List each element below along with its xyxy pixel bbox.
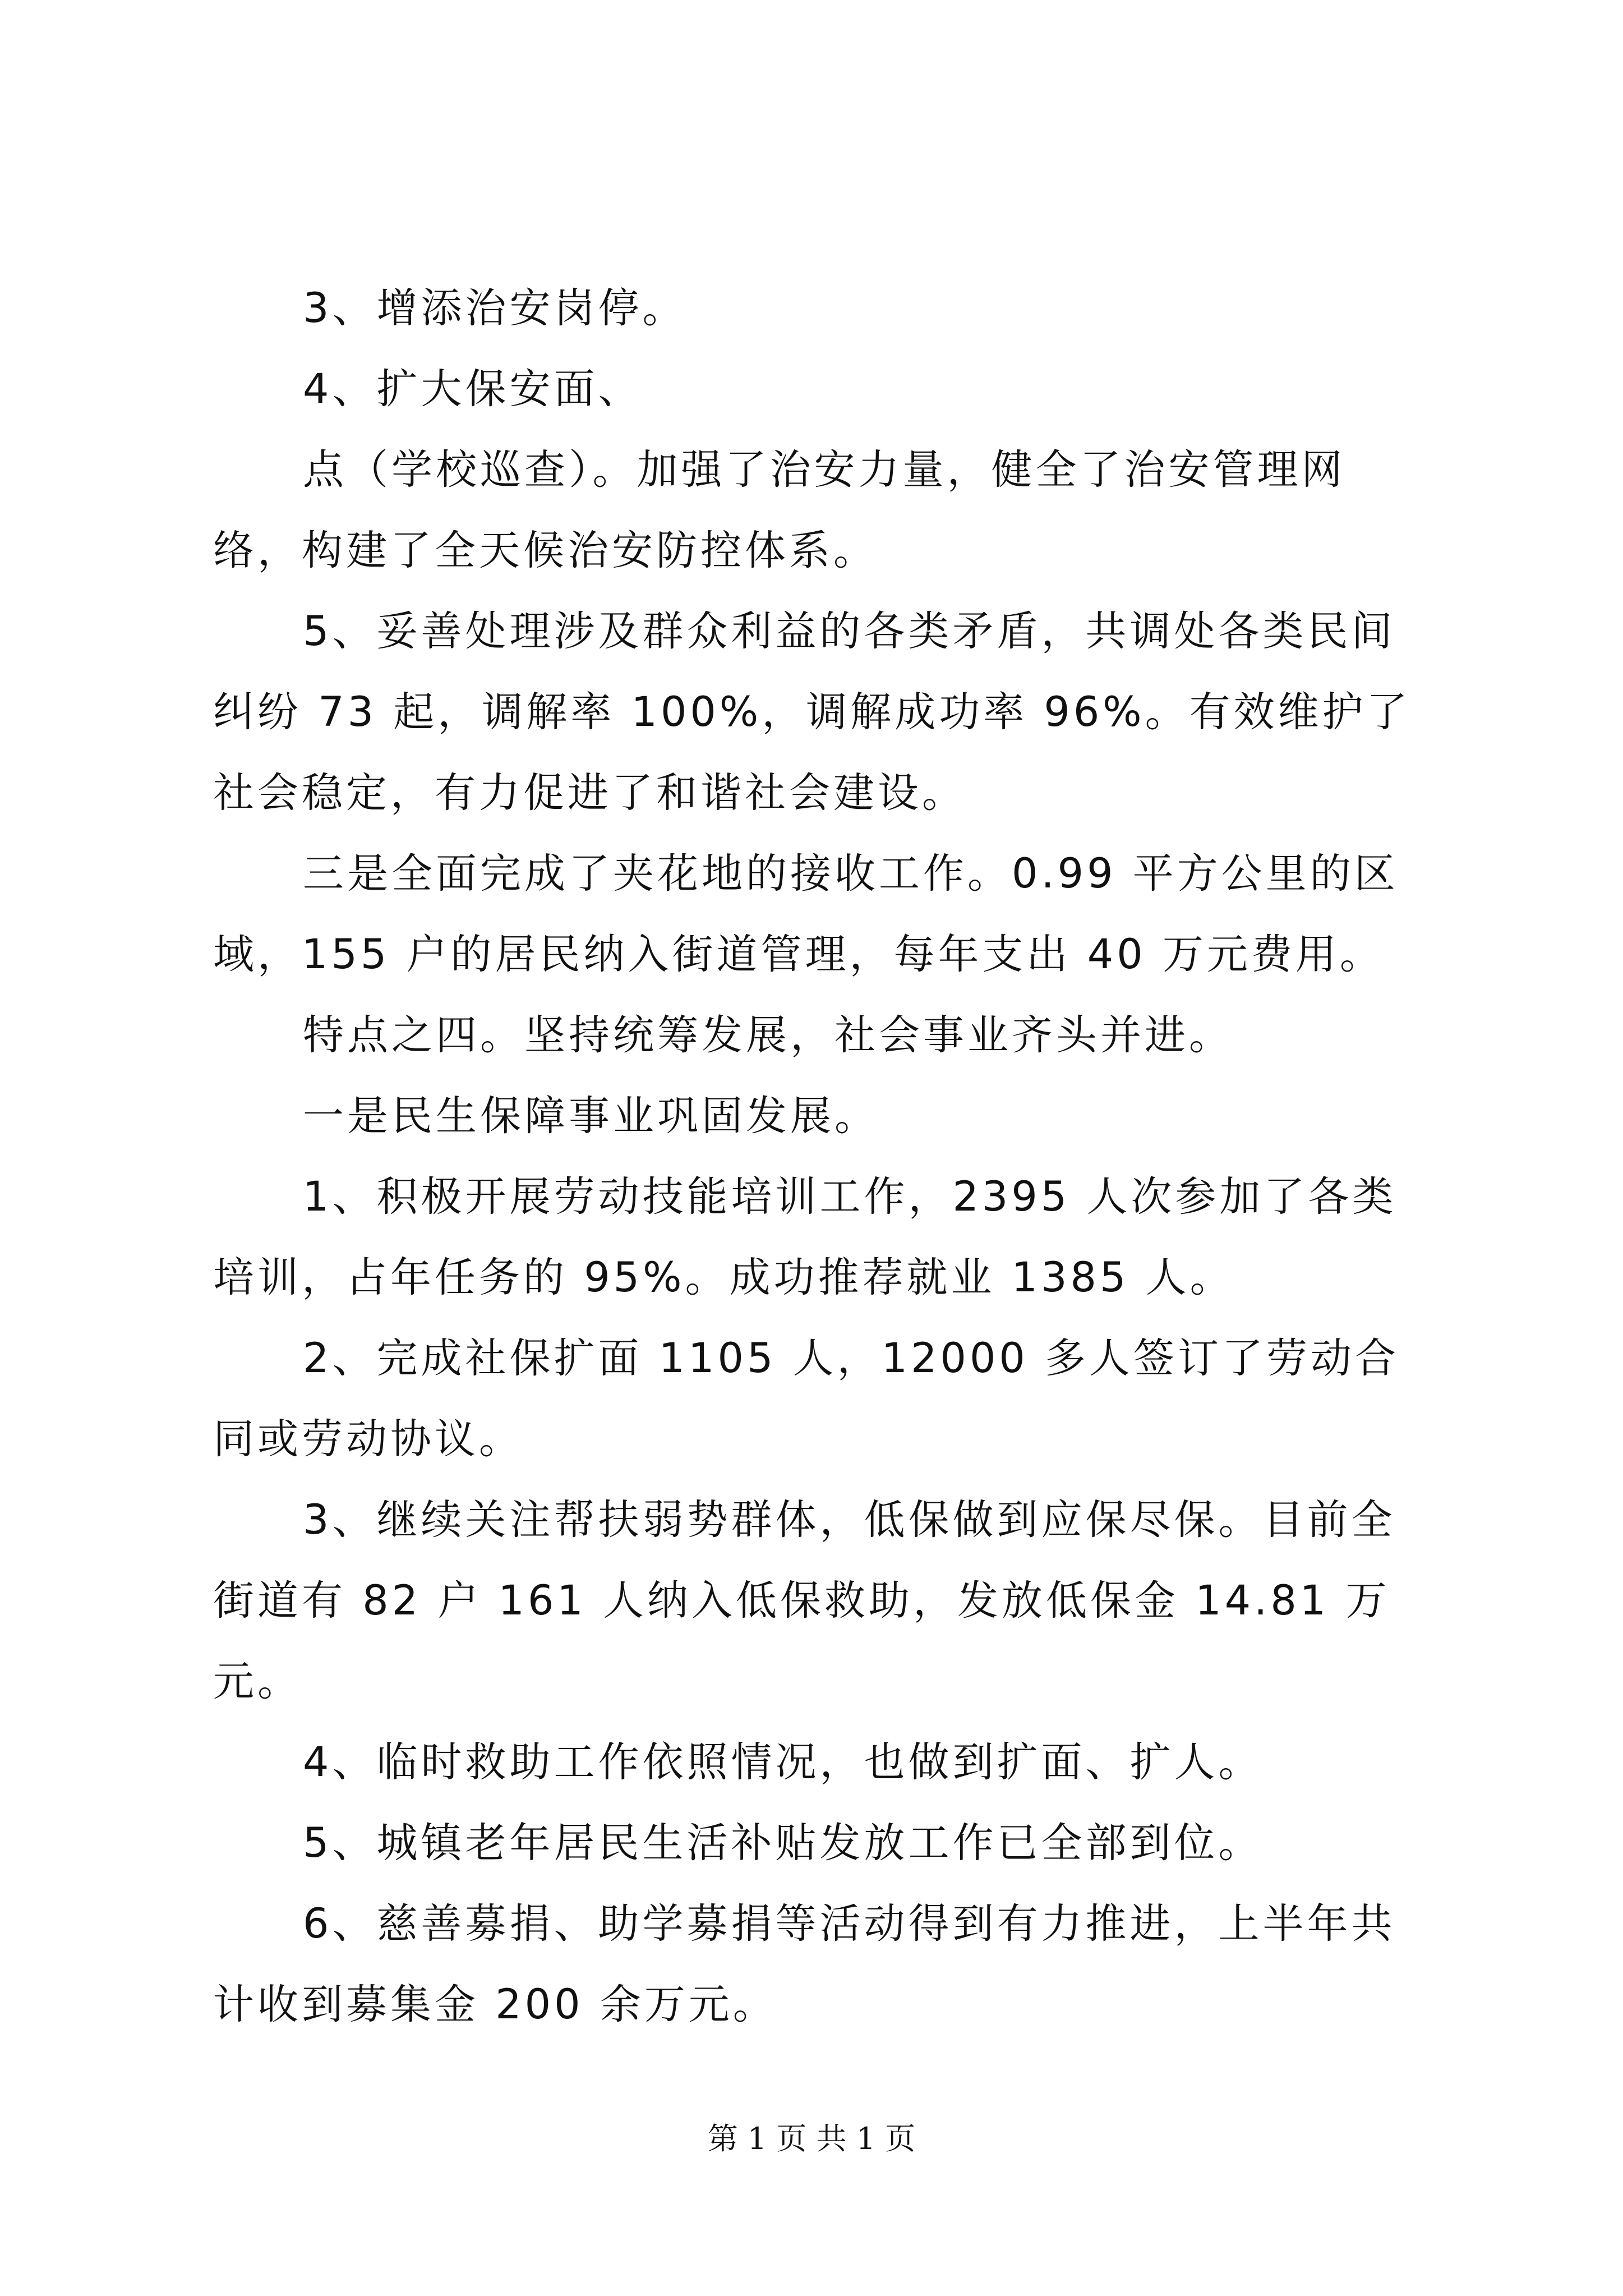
page-footer: 第 1 页 共 1 页 bbox=[707, 2121, 916, 2156]
paragraph-3: 点（学校巡查）。加强了治安力量，健全了治安管理网络，构建了全天候治安防控体系。 bbox=[213, 446, 1346, 574]
paragraph-2: 4、扩大保安面、 bbox=[303, 365, 643, 413]
paragraph-12: 5、城镇老年居民生活补贴发放工作已全部到位。 bbox=[303, 1819, 1263, 1867]
paragraph-7: 一是民生保障事业巩固发展。 bbox=[303, 1092, 879, 1140]
paragraph-13: 6、慈善募捐、助学募捐等活动得到有力推进，上半年共计收到募集金 200 余万元。 bbox=[213, 1900, 1396, 2028]
paragraph-6: 特点之四。坚持统筹发展，社会事业齐头并进。 bbox=[303, 1011, 1233, 1059]
paragraph-4: 5、妥善处理涉及群众利益的各类矛盾，共调处各类民间纠纷 73 起，调解率 100%，调解成功率 96%。有效维护了社会稳定，有力促进了和谐社会建设。 bbox=[213, 608, 1411, 817]
paragraph-8: 1、积极开展劳动技能培训工作，2395 人次参加了各类培训，占年任务的 95%。成功推荐就业 1385 人。 bbox=[213, 1173, 1397, 1301]
paragraph-11: 4、临时救助工作依照情况，也做到扩面、扩人。 bbox=[303, 1738, 1263, 1786]
document-body bbox=[213, 268, 1416, 2045]
paragraph-10: 3、继续关注帮扶弱势群体，低保做到应保尽保。目前全街道有 82 户 161 人纳入低保救助，发放低保金 14.81 万元。 bbox=[213, 1496, 1396, 1705]
paragraph-5: 三是全面完成了夹花地的接收工作。0.99 平方公里的区域，155 户的居民纳入街道管理，每年支出 40 万元费用。 bbox=[213, 850, 1399, 978]
paragraph-1: 3、增添治安岗停。 bbox=[303, 284, 687, 332]
paragraph-9: 2、完成社保扩面 1105 人，12000 多人签订了劳动合同或劳动协议。 bbox=[213, 1335, 1400, 1463]
